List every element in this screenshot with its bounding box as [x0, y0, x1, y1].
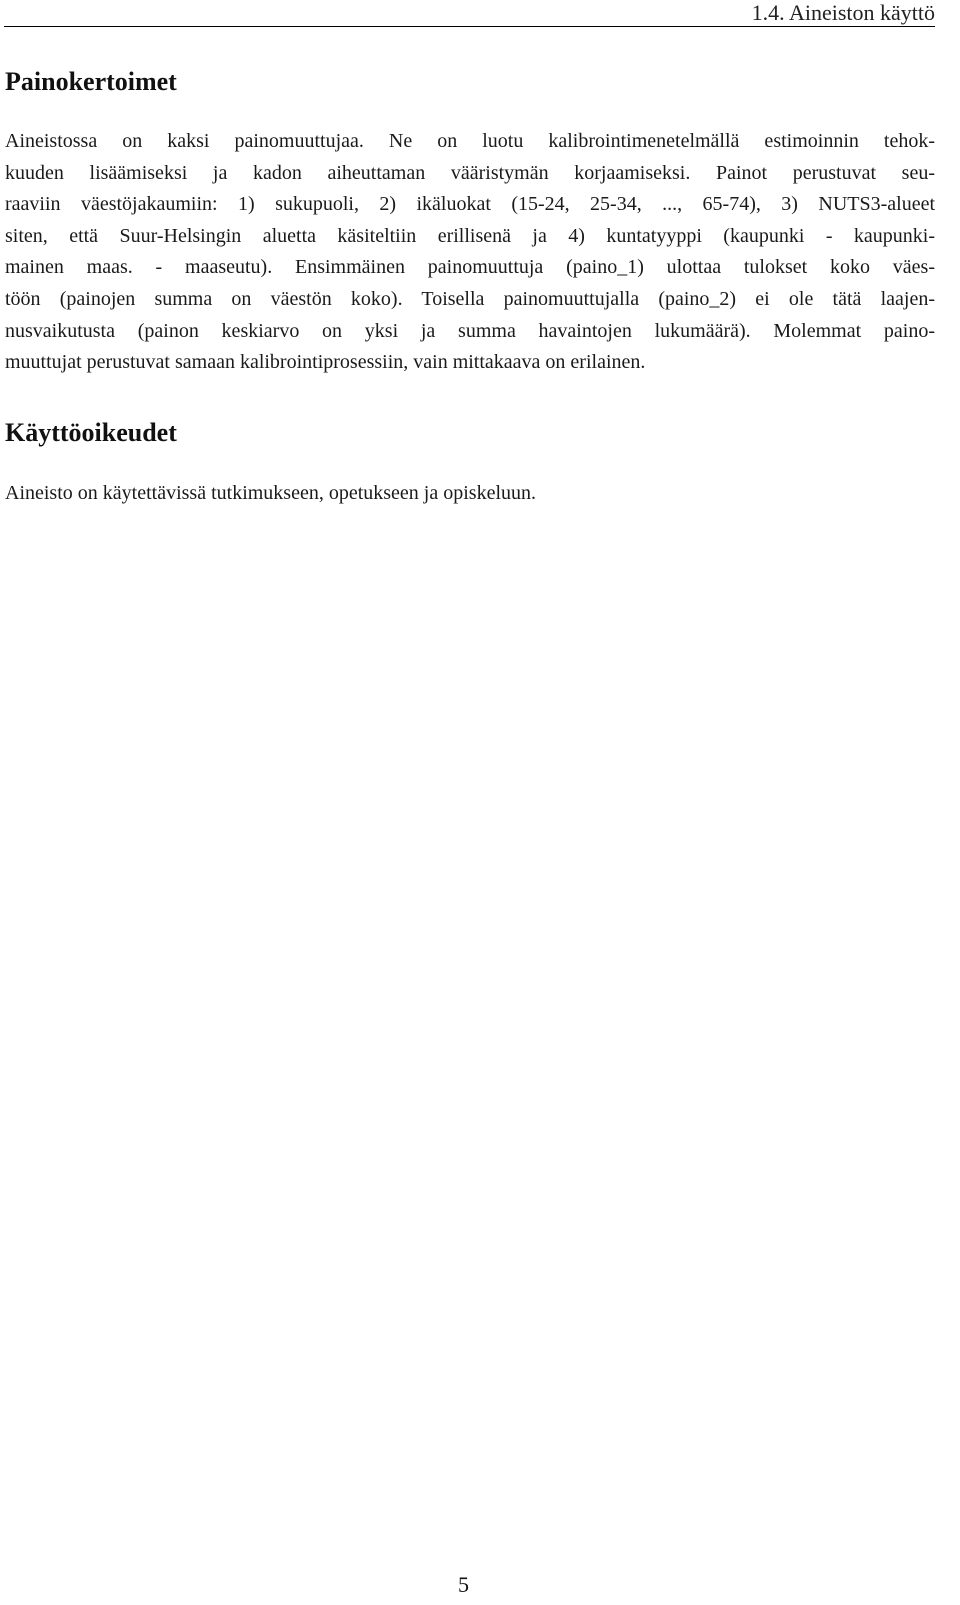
paragraph-line: kuuden lisäämiseksi ja kadon aiheuttaman vääristymän korjaamiseksi. Painot perustuvat seu-: [5, 161, 935, 184]
paragraph-line: mainen maas. - maaseutu). Ensimmäinen painomuuttuja (paino_1) ulottaa tulokset koko väes-: [5, 256, 935, 279]
page-number: 5: [458, 1572, 469, 1597]
paragraph-painokertoimet: [5, 126, 935, 379]
paragraph-line: Aineistossa on kaksi painomuuttujaa. Ne on luotu kalibrointimenetelmällä estimoinnin tehok-: [5, 130, 935, 152]
header-rule: [4, 26, 935, 27]
paragraph-line: töön (painojen summa on väestön koko). Toisella painomuuttujalla (paino_2) ei ole tätä laajen-: [5, 287, 935, 310]
running-header: 1.4. Aineiston käyttö: [751, 0, 935, 25]
paragraph-kayttooikeudet: [5, 478, 935, 510]
paragraph-line: nusvaikutusta (painon keskiarvo on yksi ja summa havaintojen lukumäärä). Molemmat paino-: [5, 319, 935, 342]
paragraph-line: Aineisto on käytettävissä tutkimukseen, opetukseen ja opiskeluun.: [5, 482, 537, 504]
paragraph-line: siten, että Suur-Helsingin aluetta käsiteltiin erillisenä ja 4) kuntatyyppi (kaupunki - kaupunki-: [5, 224, 935, 247]
section-heading-kayttooikeudet: Käyttöoikeudet: [5, 418, 177, 447]
section-heading-painokertoimet: Painokertoimet: [5, 67, 177, 96]
paragraph-line: muuttujat perustuvat samaan kalibrointiprosessiin, vain mittakaava on erilainen.: [5, 351, 646, 374]
paragraph-line: raaviin väestöjakaumiin: 1) sukupuoli, 2) ikäluokat (15-24, 25-34, ..., 65-74), 3) NUTS3-alueet: [5, 193, 935, 216]
